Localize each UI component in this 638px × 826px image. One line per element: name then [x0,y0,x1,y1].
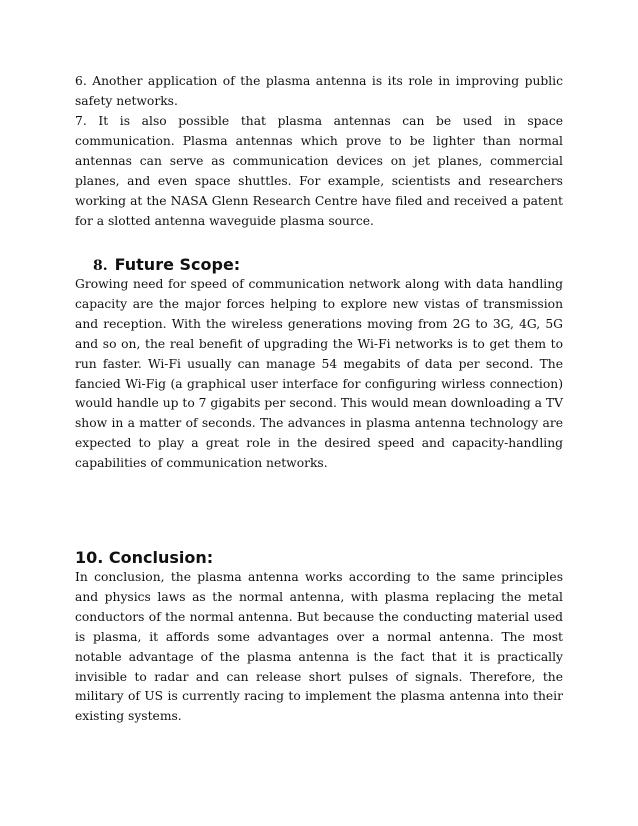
conclusion-paragraph: In conclusion, the plasma antenna works according to the same principles and physics laws as the normal antenna, with plasma replacing the metal conductors of the normal antenna. But because the conducting material used is plasma, it affords some advantages over a normal antenna. The most notable advantage of the plasma antenna is the fact that it is practically invisible to radar and can release short pulses of signals. Therefore, the military of US is currently racing to implement the plasma antenna into their existing systems. [75,570,563,724]
document-page [75,0,563,826]
paragraph-item-7: 7. It is also possible that plasma antennas can be used in space communication. Plasma antennas which prove to be lighter than normal antennas can serve as communication devices on jet planes, commercial planes, and even space shuttles. For example, scientists and researchers working at the NASA Glenn Research Centre have filed and received a patent for a slotted antenna waveguide plasma source. [75,114,563,228]
future-scope-title: Future Scope: [114,255,241,274]
future-scope-heading [93,255,240,274]
paragraph-item-6: 6. Another application of the plasma antenna is its role in improving public safety networks. [75,74,563,108]
future-scope-paragraph: Growing need for speed of communication network along with data handling capacity are the major forces helping to explore new vistas of transmission and reception. With the wireless generations moving from 2G to 3G, 4G, 5G and so on, the real benefit of upgrading the Wi-Fi networks is to get them to run faster. Wi-Fi usually can manage 54 megabits of data per second. The fancied Wi-Fig (a graphical user interface for configuring wirless connection) would handle up to 7 gigabits per second. This would mean downloading a TV show in a matter of seconds. The advances in plasma antenna technology are expected to play a great role in the desired speed and capacity-handling capabilities of communication networks. [75,277,563,471]
conclusion-heading: 10. Conclusion: [75,548,214,567]
future-scope-number: 8. [93,258,108,274]
